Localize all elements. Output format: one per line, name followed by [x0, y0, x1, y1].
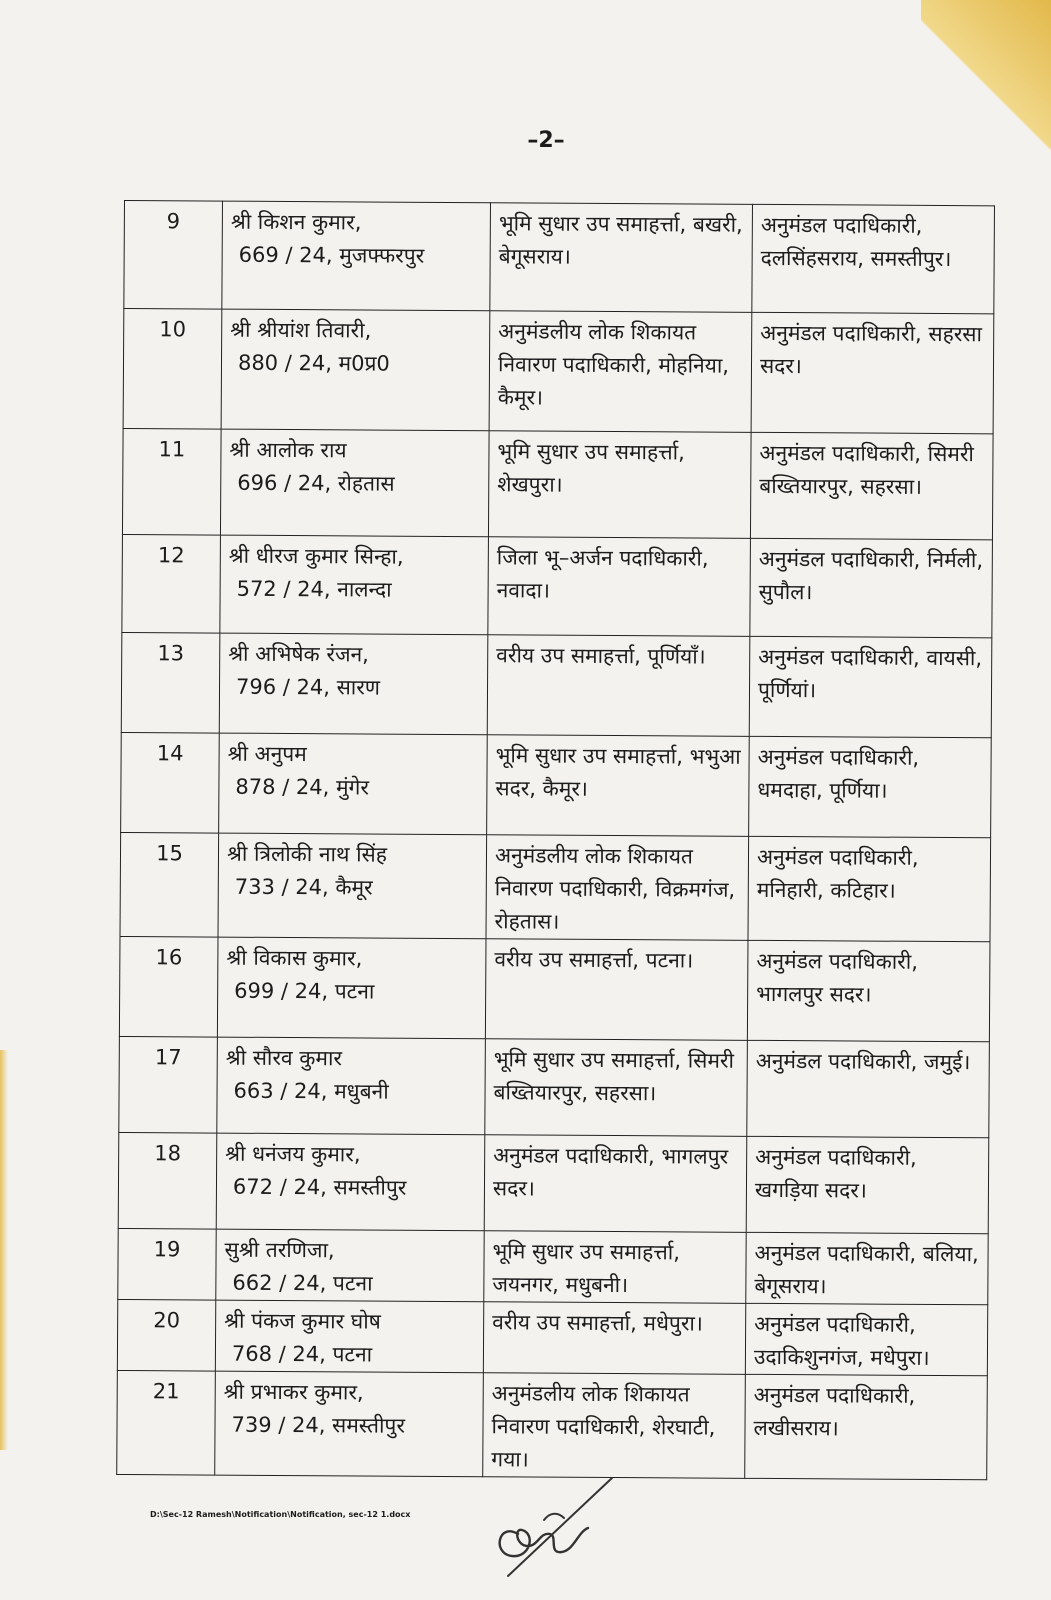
table-row — [120, 832, 991, 941]
officer-batch-home: 669 / 24, मुजफ्फरपुर — [238, 242, 425, 268]
current-posting: अनुमंडलीय लोक शिकायत निवारण पदाधिकारी, मोहनिया, कैमूर। — [489, 311, 752, 433]
signature-icon — [478, 1472, 628, 1582]
table-row — [121, 732, 992, 837]
officer-batch-home: 796 / 24, सारण — [235, 674, 381, 700]
officer-cell — [218, 833, 487, 939]
serial-number: 18 — [118, 1132, 217, 1229]
new-posting: अनुमंडल पदाधिकारी, लखीसराय। — [745, 1374, 988, 1479]
new-posting: अनुमंडल पदाधिकारी, उदाकिशुनगंज, मधेपुरा। — [745, 1303, 987, 1375]
officer-cell — [219, 633, 488, 735]
officer-name: सुश्री तरणिजा, — [224, 1237, 335, 1263]
officer-batch-home: 672 / 24, समस्तीपुर — [232, 1174, 407, 1200]
officer-cell — [222, 201, 491, 311]
serial-number: 16 — [119, 936, 218, 1037]
new-posting: अनुमंडल पदाधिकारी, निर्मली, सुपौल। — [750, 538, 993, 637]
serial-number: 19 — [118, 1228, 216, 1300]
officer-cell — [216, 1229, 484, 1302]
new-posting: अनुमंडल पदाधिकारी, मनिहारी, कटिहार। — [748, 836, 991, 941]
table-row — [123, 309, 994, 434]
current-posting: भूमि सुधार उप समाहर्त्ता, शेखपुरा। — [488, 431, 751, 539]
footer-file-path: D:\Sec-12 Ramesh\Notification\Notification, sec-12 1.docx — [150, 1510, 411, 1519]
current-posting: जिला भू–अर्जन पदाधिकारी, नवादा। — [488, 537, 751, 637]
officer-batch-home: 663 / 24, मधुबनी — [233, 1078, 389, 1104]
serial-number: 11 — [122, 428, 221, 535]
serial-number: 15 — [120, 832, 219, 937]
table-row — [117, 1299, 987, 1375]
officer-batch-home: 878 / 24, मुंगेर — [235, 774, 370, 800]
table-row — [124, 201, 995, 314]
table-row — [117, 1370, 988, 1479]
new-posting: अनुमंडल पदाधिकारी, वायसी, पूर्णियां। — [749, 636, 992, 737]
officer-name: श्री आलोक राय — [229, 437, 347, 463]
new-posting: अनुमंडल पदाधिकारी, जमुई। — [747, 1040, 990, 1137]
officer-name: श्री त्रिलोकी नाथ सिंह — [226, 841, 388, 867]
serial-number: 10 — [123, 309, 222, 430]
serial-number: 20 — [117, 1299, 215, 1371]
officer-name: श्री अनुपम — [227, 741, 307, 767]
current-posting: वरीय उप समाहर्त्ता, पूर्णियाँ। — [487, 635, 750, 737]
officer-cell — [220, 535, 489, 635]
table-row — [118, 1132, 989, 1233]
officer-cell — [216, 1133, 485, 1231]
current-posting: अनुमंडलीय लोक शिकायत निवारण पदाधिकारी, विक्रमगंज, रोहतास। — [486, 835, 749, 941]
officer-batch-home: 880 / 24, म0प्र0 — [237, 350, 390, 376]
serial-number: 9 — [124, 201, 223, 310]
table-row — [121, 632, 992, 737]
officer-name: श्री धनंजय कुमार, — [225, 1141, 361, 1167]
serial-number: 17 — [119, 1036, 218, 1133]
serial-number: 14 — [121, 732, 220, 833]
current-posting: वरीय उप समाहर्त्ता, पटना। — [485, 939, 748, 1041]
officer-cell — [220, 429, 489, 537]
officer-name: श्री पंकज कुमार घोष — [224, 1308, 381, 1334]
current-posting: अनुमंडल पदाधिकारी, भागलपुर सदर। — [484, 1135, 747, 1233]
new-posting: अनुमंडल पदाधिकारी, सिमरी बख्तियारपुर, सहरसा। — [750, 432, 993, 539]
officer-batch-home: 739 / 24, समस्तीपुर — [231, 1412, 406, 1438]
officer-cell — [217, 1037, 486, 1135]
officer-batch-home: 733 / 24, कैमूर — [234, 874, 373, 900]
officer-cell — [217, 937, 486, 1039]
officer-cell — [219, 733, 488, 835]
officer-name: श्री धीरज कुमार सिन्हा, — [228, 543, 404, 569]
transfer-table — [116, 200, 995, 1480]
officer-cell — [221, 309, 490, 431]
table-row — [119, 1036, 990, 1137]
page-edge-shadow — [0, 1050, 8, 1450]
officer-cell — [215, 1371, 484, 1477]
serial-number: 12 — [122, 534, 221, 633]
new-posting: अनुमंडल पदाधिकारी, खगड़िया सदर। — [746, 1136, 989, 1233]
officer-batch-home: 662 / 24, पटना — [232, 1270, 373, 1296]
serial-number: 13 — [121, 632, 220, 733]
current-posting: भूमि सुधार उप समाहर्त्ता, सिमरी बख्तियारपुर, सहरसा। — [485, 1039, 748, 1137]
serial-number: 21 — [117, 1370, 216, 1475]
officer-cell — [215, 1300, 483, 1373]
page-corner-fold — [921, 0, 1051, 200]
officer-name: श्री प्रभाकर कुमार, — [223, 1379, 364, 1405]
officer-name: श्री विकास कुमार, — [226, 945, 363, 971]
officer-name: श्री किशन कुमार, — [230, 209, 362, 235]
page-number: –2– — [527, 128, 565, 153]
table-row — [122, 534, 993, 637]
current-posting: वरीय उप समाहर्त्ता, मधेपुरा। — [483, 1302, 745, 1375]
table-row — [119, 936, 990, 1041]
officer-batch-home: 572 / 24, नालन्दा — [236, 576, 392, 602]
new-posting: अनुमंडल पदाधिकारी, सहरसा सदर। — [751, 312, 994, 433]
officer-batch-home: 699 / 24, पटना — [234, 978, 375, 1004]
current-posting: अनुमंडलीय लोक शिकायत निवारण पदाधिकारी, शेरघाटी, गया। — [483, 1373, 746, 1479]
new-posting: अनुमंडल पदाधिकारी, बलिया, बेगूसराय। — [746, 1232, 988, 1304]
table-row — [122, 428, 993, 539]
new-posting: अनुमंडल पदाधिकारी, धमदाहा, पूर्णिया। — [749, 736, 992, 837]
new-posting: अनुमंडल पदाधिकारी, भागलपुर सदर। — [747, 940, 990, 1041]
current-posting: भूमि सुधार उप समाहर्त्ता, जयनगर, मधुबनी। — [484, 1231, 746, 1304]
officer-name: श्री अभिषेक रंजन, — [228, 641, 369, 667]
table-row — [118, 1228, 988, 1304]
current-posting: भूमि सुधार उप समाहर्त्ता, भभुआ सदर, कैमूर। — [487, 735, 750, 837]
officer-batch-home: 768 / 24, पटना — [231, 1341, 373, 1367]
officer-name: श्री सौरव कुमार — [225, 1045, 343, 1071]
officer-name: श्री श्रीयांश तिवारी, — [230, 317, 372, 343]
new-posting: अनुमंडल पदाधिकारी, दलसिंहसराय, समस्तीपुर। — [752, 204, 995, 313]
officer-batch-home: 696 / 24, रोहतास — [237, 470, 395, 496]
current-posting: भूमि सुधार उप समाहर्त्ता, बखरी, बेगूसराय। — [490, 203, 753, 313]
